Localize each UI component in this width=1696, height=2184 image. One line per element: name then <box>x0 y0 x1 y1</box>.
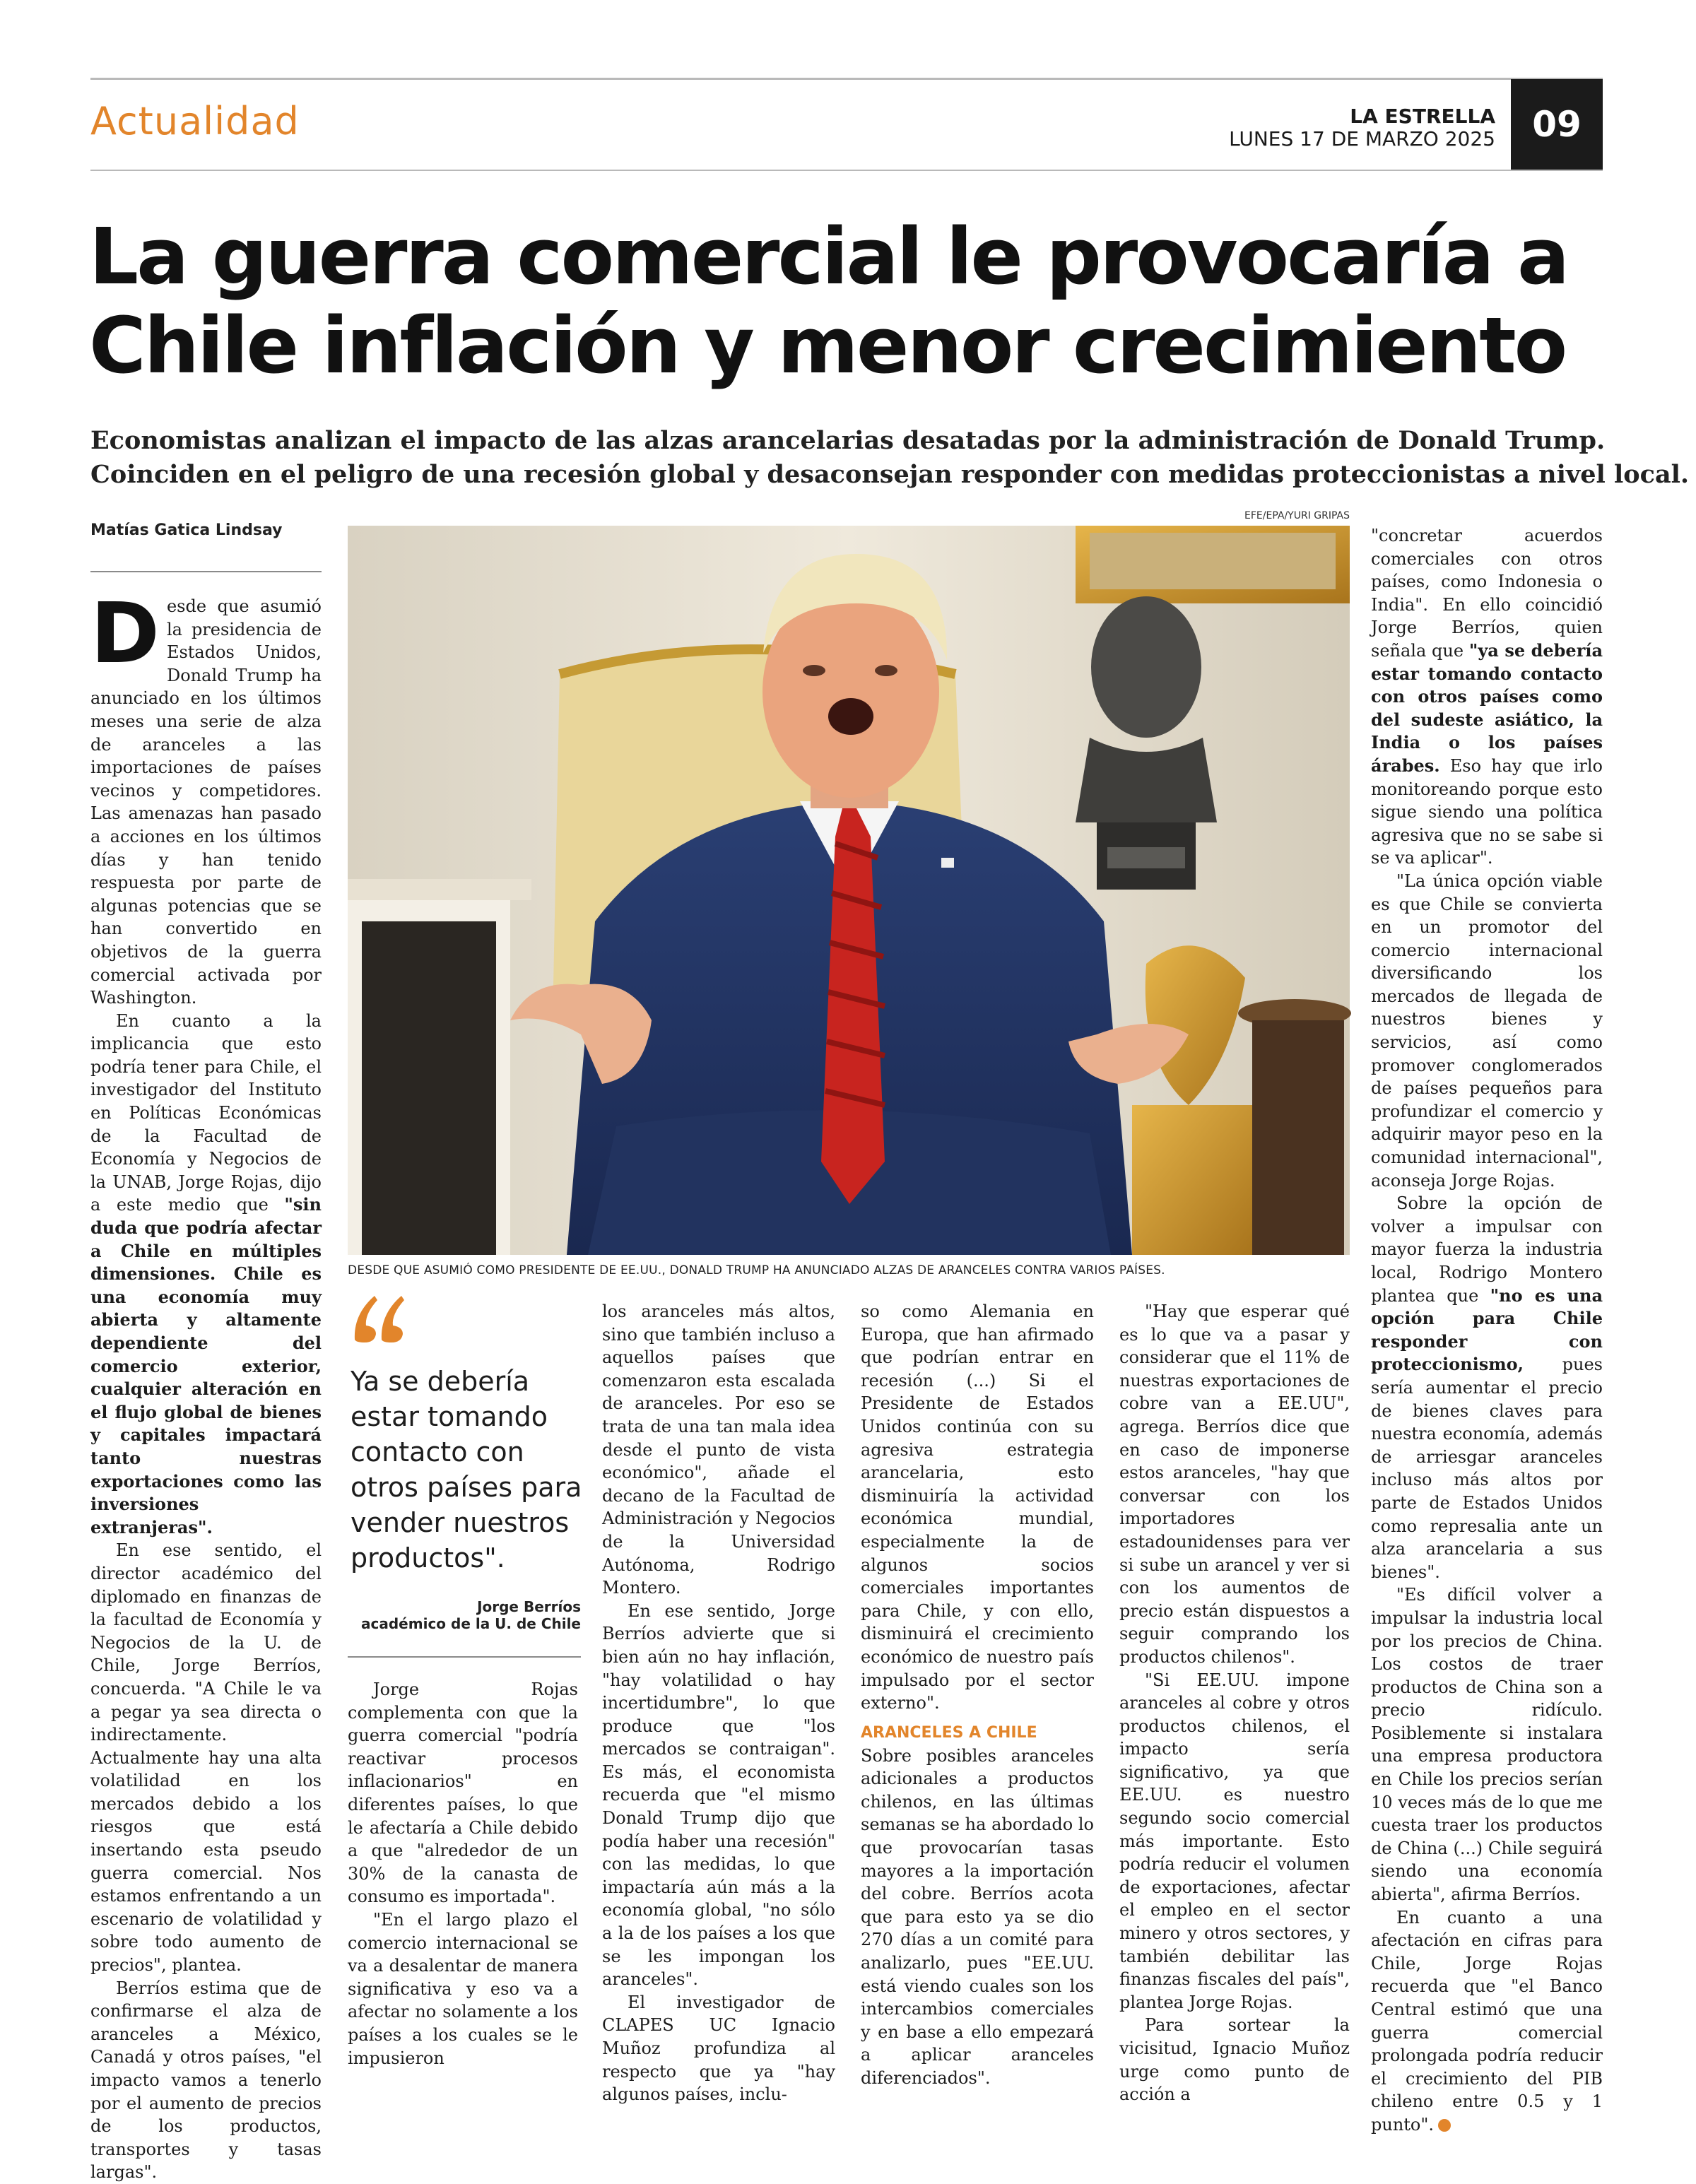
paragraph: so como Alemania en Europa, que han afirmado que podrían entrar en recesión (...) Si el Presidente de Estados Unidos continúa con su agresiva estrategia arancelaria, esto disminuiría la actividad económica mundial, especialmente la de algunos socios comerciales importantes para Chile, y con ello, disminuirá el crecimiento económico de nuestro país impulsado por el sector externo". <box>861 1301 1094 1713</box>
subheadline-line-2: Coinciden en el peligro de una recesión global y desaconsejan responder con medidas proteccionistas a nivel local. <box>90 460 1690 489</box>
paragraph-text: Eso hay que irlo monitoreando porque esto sigue siendo una política agresiva que no se sabe si se va aplicar". <box>1371 755 1603 868</box>
article-column-2 <box>1371 524 1603 2135</box>
drop-cap: D <box>90 584 160 682</box>
paragraph: El investigador de CLAPES UC Ignacio Muñoz profundiza al respecto que ya "hay algunos países, inclu- <box>602 1992 835 2105</box>
page-number: 09 <box>1511 79 1603 170</box>
pull-quote-author-role: académico de la U. de Chile <box>361 1615 581 1632</box>
byline: Matías Gatica Lindsay <box>90 521 283 539</box>
pull-quote-attribution <box>348 1598 581 1632</box>
paragraph-text: Sobre la opción de volver a impulsar con mayor fuerza la industria local, Rodrigo Montero plantea que <box>1371 1193 1603 1306</box>
paragraph: los aranceles más altos, sino que también incluso a aquellos países que comenzaron esta escalada de aranceles. Por eso se trata de una tan mala idea desde el punto de vista económico", añade el decano de la Facultad de Administración y Negocios de la Universidad Autónoma, Rodrigo Montero. <box>602 1301 835 1598</box>
paragraph <box>1371 524 1603 870</box>
subheadline-line-1: Economistas analizan el impacto de las alzas arancelarias desatadas por la administración de Donald Trump. <box>90 426 1606 455</box>
paragraph: "En el largo plazo el comercio internacional se va a desalentar de manera significativa y eso va a afectar no solamente a los países a los cuales se le impusieron <box>348 1909 578 2068</box>
headline <box>89 212 1608 390</box>
subheadline <box>90 424 1690 492</box>
photo-caption: DESDE QUE ASUMIÓ COMO PRESIDENTE DE EE.UU., DONALD TRUMP HA ANUNCIADO ALZAS DE ARANCELES CONTRA VARIOS PAÍSES. <box>348 1263 1165 1277</box>
header-top-rule <box>90 78 1603 80</box>
section-name: Actualidad <box>90 99 300 143</box>
article-column-3 <box>348 1678 578 2068</box>
paragraph-text: esde que asumió la presidencia de Estados Unidos, Donald Trump ha anunciado en los últimos meses una serie de alza de aranceles a las importaciones de países vecinos y competidores. Las amenazas han pasado a acciones en los últimos días y han tenido respuesta por parte de algunas potencias que se han convertido en objetivos de la guerra comercial activada por Washington. <box>90 596 322 1008</box>
paragraph <box>1371 1906 1603 2137</box>
article-photo <box>348 526 1350 1255</box>
paragraph: Berríos estima que de confirmarse el alza de aranceles a México, Canadá y otros países, "el impacto vamos a tenerlo por el aumento de precios de los productos, transportes y tasas largas". <box>90 1978 322 2183</box>
paragraph: Sobre posibles aranceles adicionales a productos chilenos, en las últimas semanas se ha abordado lo que provocarían tasas mayores a la importación del cobre. Berríos acota que para esto ya se dio 270 días a un comité para analizarlo, pues "EE.UU. está viendo cuales son los intercambios comerciales y en base a ello empezará a aplicar aranceles diferenciados". <box>861 1745 1094 2088</box>
paragraph <box>1371 1192 1603 1583</box>
paragraph-text: "concretar acuerdos comerciales con otros países, como Indonesia o India". En ello coincidió Jorge Berríos, quien señala que <box>1371 526 1603 661</box>
paragraph: En ese sentido, Jorge Berríos advierte que si bien aún no hay inflación, "hay volatilidad o hay incertidumbre", lo que produce que "los mercados se contraigan". Es más, el economista recuerda que "el mismo Donald Trump dijo que podía haber una recesión" con las medidas, lo que impactaría aún más a la economía global, "no sólo a la de los países a los que se les impongan los aranceles". <box>602 1600 835 1990</box>
newspaper-name: LA ESTRELLA <box>1350 105 1495 128</box>
article-column-6 <box>1119 1300 1350 2105</box>
paragraph <box>90 584 322 1010</box>
paragraph-text: En cuanto a la implicancia que esto podría tener para Chile, el investigador del Instituto en Políticas Económicas de la Facultad de Economía y Negocios de la UNAB, Jorge Rojas, dijo a este medio que <box>90 1010 322 1215</box>
end-of-article-icon <box>1438 2119 1451 2132</box>
pull-quote-rule <box>348 1656 581 1658</box>
paragraph-text: En cuanto a una afectación en cifras para Chile, Jorge Rojas recuerda que "el Banco Central estimó que una guerra comercial prolongada podría reducir el crecimiento del PIB chileno entre 0.5 y 1 punto". <box>1371 1907 1603 2135</box>
paragraph <box>90 1010 322 1540</box>
quote-mark-icon <box>351 1290 407 1347</box>
paragraph-text: pues sería aumentar el precio de bienes claves para nuestra economía, además de arriesgar aranceles incluso más altos por parte de Estados Unidos como represalia ante un alza arancelaria a sus bienes". <box>1371 1354 1603 1582</box>
paragraph-bold-text: "ya se debería estar tomando contacto con otros países como del sudeste asiático, la India o los países árabes. <box>1371 639 1603 776</box>
paragraph-bold-text: "no es una opción para Chile responder con proteccionismo, <box>1371 1285 1603 1375</box>
pull-quote-text: Ya se debería estar tomando contacto con otros países para vender nuestros productos". <box>351 1366 582 1574</box>
article-column-4 <box>602 1300 835 2105</box>
paragraph: En ese sentido, el director académico del diplomado en finanzas de la facultad de Economía y Negocios de la U. de Chile, Jorge Berríos, concuerda. "A Chile le va a pegar ya sea directa o indirectamente. Actualmente hay una alta volatilidad en los mercados debido a los riesgos que está insertando esta pseudo guerra comercial. Nos estamos enfrentando a un escenario de volatilidad y sobre todo aumento de precios", plantea. <box>90 1540 322 1976</box>
headline-line-2: Chile inflación y menor crecimiento <box>89 300 1566 391</box>
paragraph: Para sortear la vicisitud, Ignacio Muñoz urge como punto de acción a <box>1119 2015 1350 2105</box>
paragraph: "Si EE.UU. impone aranceles al cobre y otros productos chilenos, el impacto sería significativo, ya que EE.UU. es nuestro segundo socio comercial más importante. Esto podría reducir el volumen de exportaciones, afectar el empleo en el sector minero y otros sectores, y también debilitar las finanzas fiscales del país", plantea Jorge Rojas. <box>1119 1670 1350 2012</box>
byline-rule <box>90 571 322 572</box>
paragraph: "Es difícil volver a impulsar la industria local por los precios de China. Los costos de traer productos de China son a precio ridículo. Posiblemente si instalara una empresa productora en Chile los precios serían 10 veces más de lo que me cuesta traer los productos de China (...) Chile seguirá siendo una economía abierta", afirma Berríos. <box>1371 1585 1603 1905</box>
photo-illustration <box>348 526 1350 1255</box>
article-column-5 <box>861 1300 1094 2088</box>
paragraph: "La única opción viable es que Chile se convierta en un promotor del comercio internacional diversificando los mercados de llegada de nuestros bienes y servicios, así como promover conglomerados de países pequeños para profundizar el comercio y adquirir mayor peso en la comunidad internacional", aconseja Jorge Rojas. <box>1371 870 1603 1191</box>
paragraph: Jorge Rojas complementa con que la guerra comercial "podría reactivar procesos inflacionarios" en diferentes países, lo que le afectaría a Chile debido a que "alrededor de un 30% de la canasta de consumo es importada". <box>348 1680 578 1907</box>
photo-credit: EFE/EPA/YURI GRIPAS <box>1244 510 1350 521</box>
pull-quote-author: Jorge Berríos <box>477 1598 581 1615</box>
headline-line-1: La guerra comercial le provocaría a <box>89 211 1568 302</box>
paragraph: "Hay que esperar qué es lo que va a pasar y considerar que el 11% de nuestras exportaciones de cobre van a EE.UU", agrega. Berríos dice que en caso de imponerse estos aranceles, "hay que conversar con los importadores estadounidenses para ver si sube un arancel y ver si con los aumentos de precio están dispuestos a seguir comprando los productos chilenos". <box>1119 1301 1350 1667</box>
article-column-1 <box>90 584 322 2183</box>
paragraph-bold-text: "sin duda que podría afectar a Chile en múltiples dimensiones. Chile es una economía muy abierta y altamente dependiente del comercio exterior, cualquier alteración en el flujo global de bienes y capitales impactará tanto nuestras exportaciones como las inversiones extranjeras". <box>90 1194 322 1537</box>
subsection-heading: ARANCELES A CHILE <box>861 1723 1037 1742</box>
issue-date: LUNES 17 DE MARZO 2025 <box>1229 127 1495 150</box>
header-bottom-rule <box>90 170 1603 171</box>
